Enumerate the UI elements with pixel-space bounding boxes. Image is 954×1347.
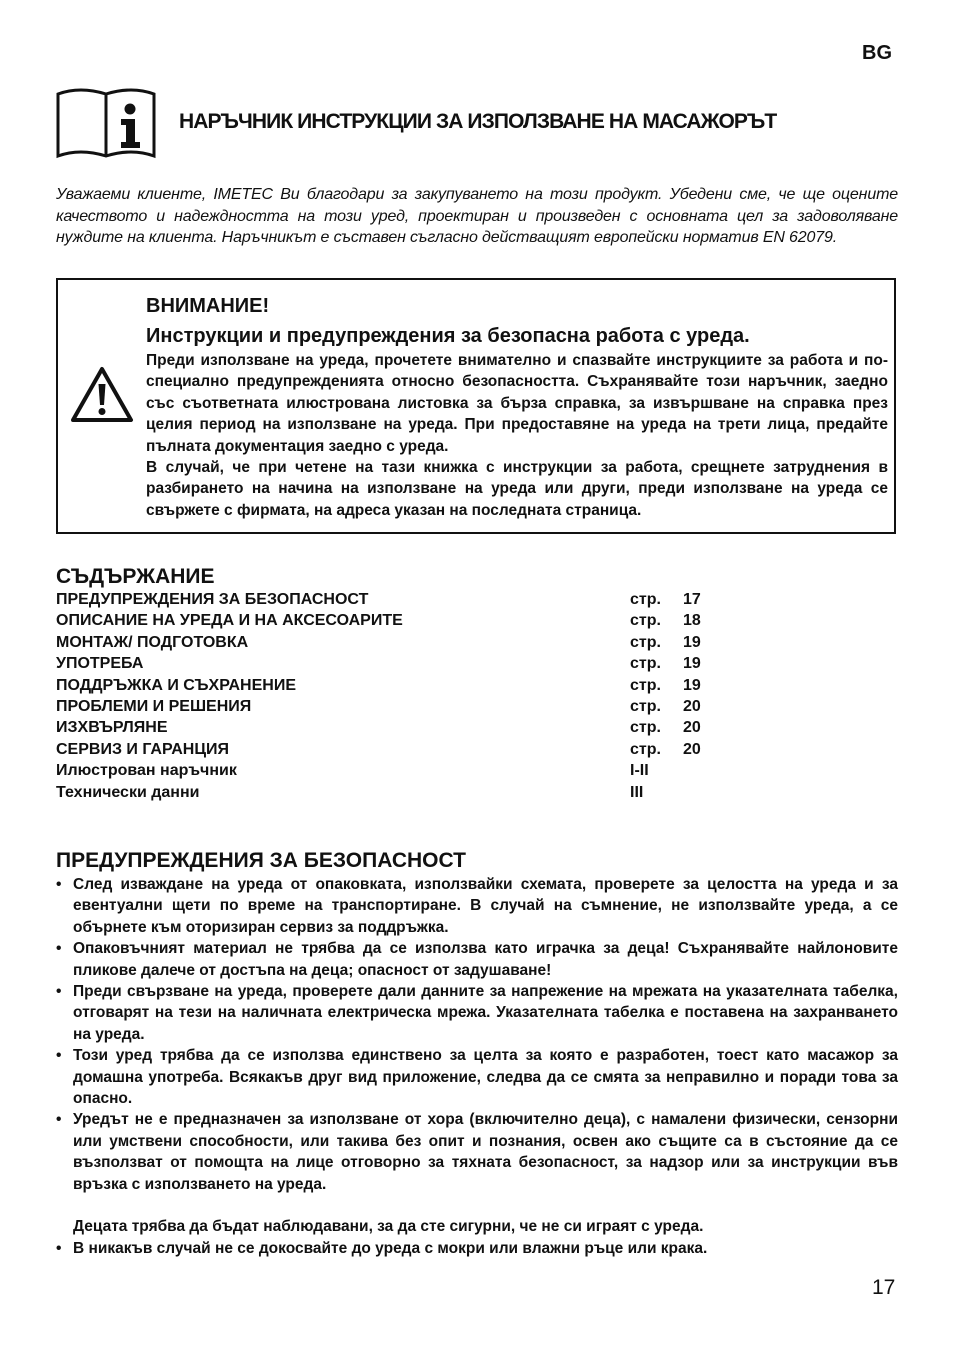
contents-item-page: 19 [683, 633, 701, 651]
document-title: НАРЪЧНИК ИНСТРУКЦИИ ЗА ИЗПОЛЗВАНЕ НА МАСАЖОРЪТ [179, 110, 777, 133]
contents-list [56, 589, 756, 803]
contents-item-label: ПОДДРЪЖКА И СЪХРАНЕНИЕ [56, 676, 296, 694]
contents-item-label: ПРЕДУПРЕЖДЕНИЯ ЗА БЕЗОПАСНОСТ [56, 591, 369, 608]
contents-item-label: МОНТАЖ/ ПОДГОТОВКА [56, 633, 249, 651]
contents-item-prefix: стр. [630, 697, 661, 715]
info-book-icon [55, 82, 157, 160]
safety-note [56, 1216, 898, 1237]
contents-item[interactable] [56, 610, 756, 631]
safety-item [56, 938, 898, 981]
safety-item-text: Този уред трябва да се използва единствено за целта за която е разработен, тоест като масажор за домашна употреба. Всякакъв друг вид приложение, следва да се смята за неправилно и поради това за опасно. [73, 1047, 898, 1108]
warning-paragraph: Преди използване на уреда, прочетете внимателно и спазвайте инструкциите за работа и по-специално предупрежденията относно безопасността. Съхранявайте този наръчник, заедно със съответната илюстрована листовка за бърза справка, за извършване на справка през целия период на използване на уреда. При предоставяне на уреда на трети лица, предайте пълната документация заедно с уреда. [146, 352, 888, 455]
contents-item-prefix: стр. [630, 591, 661, 608]
safety-item [56, 1109, 898, 1195]
contents-item-page: 20 [683, 719, 701, 737]
contents-item-page: 19 [683, 676, 701, 694]
contents-item-prefix: стр. [630, 740, 661, 758]
warning-paragraph: В случай, че при четене на тази книжка с инструкции за работа, срещнете затруднения в разбирането на начина на използване на уреда или други, преди използване на уреда се свържете с фирмата, на адреса указан на последната страница. [146, 459, 888, 519]
contents-item-prefix: стр. [630, 676, 661, 694]
intro-paragraph: Уважаеми клиенте, IMETEC Ви благодари за закупуването на този продукт. Убедени сме, че ще оцените качеството и надеждността на този уред, проектиран и произведен с основната цел за задоволяване нуждите на клиента. Наръчникът е съставен съгласно действащият европейски норматив EN 62079. [56, 186, 898, 246]
contents-item-label: ОПИСАНИЕ НА УРЕДА И НА АКСЕСОАРИТЕ [56, 612, 403, 630]
safety-item-text: В никакъв случай не се докосвайте до уреда с мокри или влажни ръце или крака. [73, 1239, 708, 1257]
contents-item-page: 19 [683, 655, 701, 673]
page-number: 17 [872, 1276, 896, 1299]
bullet: • [56, 1239, 62, 1257]
contents-item-label: Технически данни [56, 783, 200, 801]
warning-box [56, 278, 896, 534]
bullet: • [56, 940, 62, 958]
contents-item-prefix: III [630, 783, 644, 801]
contents-item-page: 18 [683, 612, 701, 630]
bullet: • [56, 876, 62, 893]
contents-item-label: СЕРВИЗ И ГАРАНЦИЯ [56, 740, 230, 758]
safety-list [56, 874, 898, 1259]
bullet: • [56, 983, 62, 1001]
contents-item[interactable] [56, 760, 756, 781]
safety-item-text: Опаковъчният материал не трябва да се използва като играчка за деца! Съхранявайте найлоновите пликове далече от достъпа на деца; опасност от задушаване! [73, 940, 898, 979]
contents-item-prefix: стр. [630, 655, 661, 673]
contents-item-page: 17 [683, 591, 701, 608]
safety-item [56, 874, 898, 938]
safety-item-text: След изваждане на уреда от опаковката, използвайки схемата, проверете за целостта на уреда и за евентуални щети по време на транспортиране. В случай на съмнение, не използвайте уреда, а се обърнете към оторизиран сервиз за поддръжка. [73, 876, 898, 936]
contents-item[interactable] [56, 653, 756, 674]
contents-item-prefix: стр. [630, 719, 661, 737]
safety-item-text: Преди свързване на уреда, проверете дали данните за напрежение на мрежата на указателната табелка, отговарят на тези на наличната електрическа мрежа. Указателната табелка е поставена на захранването на уреда. [73, 983, 898, 1043]
safety-item [56, 981, 898, 1045]
contents-item-prefix: стр. [630, 633, 661, 651]
contents-item[interactable] [56, 782, 756, 803]
contents-item-label: УПОТРЕБА [56, 655, 144, 673]
contents-item[interactable] [56, 675, 756, 696]
bullet: • [56, 1047, 62, 1065]
contents-item-page: 20 [683, 697, 701, 715]
contents-item[interactable] [56, 589, 756, 610]
warning-heading: ВНИМАНИЕ! [146, 295, 270, 317]
warning-content [146, 294, 888, 521]
safety-heading: ПРЕДУПРЕЖДЕНИЯ ЗА БЕЗОПАСНОСТ [56, 849, 466, 872]
warning-subheading: Инструкции и предупреждения за безопасна работа с уреда. [146, 325, 750, 347]
contents-item[interactable] [56, 632, 756, 653]
contents-item-label: ИЗХВЪРЛЯНЕ [56, 719, 168, 737]
contents-heading: СЪДЪРЖАНИЕ [56, 565, 215, 588]
contents-item-page: 20 [683, 740, 701, 758]
safety-item [56, 1238, 898, 1259]
contents-item[interactable] [56, 717, 756, 738]
intro-text [56, 184, 898, 249]
safety-item [56, 1045, 898, 1109]
contents-item-prefix: I-II [630, 762, 649, 780]
contents-item[interactable] [56, 696, 756, 717]
safety-item-text: Уредът не е предназначен за използване от хора (включително деца), с намалени физически, сензорни или умствени способности, или такива без опит и познания, освен ако същите са в състояние да се възползват от помощта на лице отговорно за тяхната безопасност, за надзор или за инструкции във връзка с използването на уреда. [73, 1111, 898, 1193]
language-code: BG [862, 42, 892, 64]
contents-item-prefix: стр. [630, 612, 661, 630]
bullet: • [56, 1111, 62, 1129]
safety-note-text: Децата трябва да бъдат наблюдавани, за да сте сигурни, че не си играят с уреда. [73, 1218, 704, 1236]
warning-triangle-icon [70, 366, 134, 424]
contents-item-label: Илюстрован наръчник [56, 762, 237, 780]
contents-item[interactable] [56, 739, 756, 760]
contents-item-label: ПРОБЛЕМИ И РЕШЕНИЯ [56, 697, 252, 715]
